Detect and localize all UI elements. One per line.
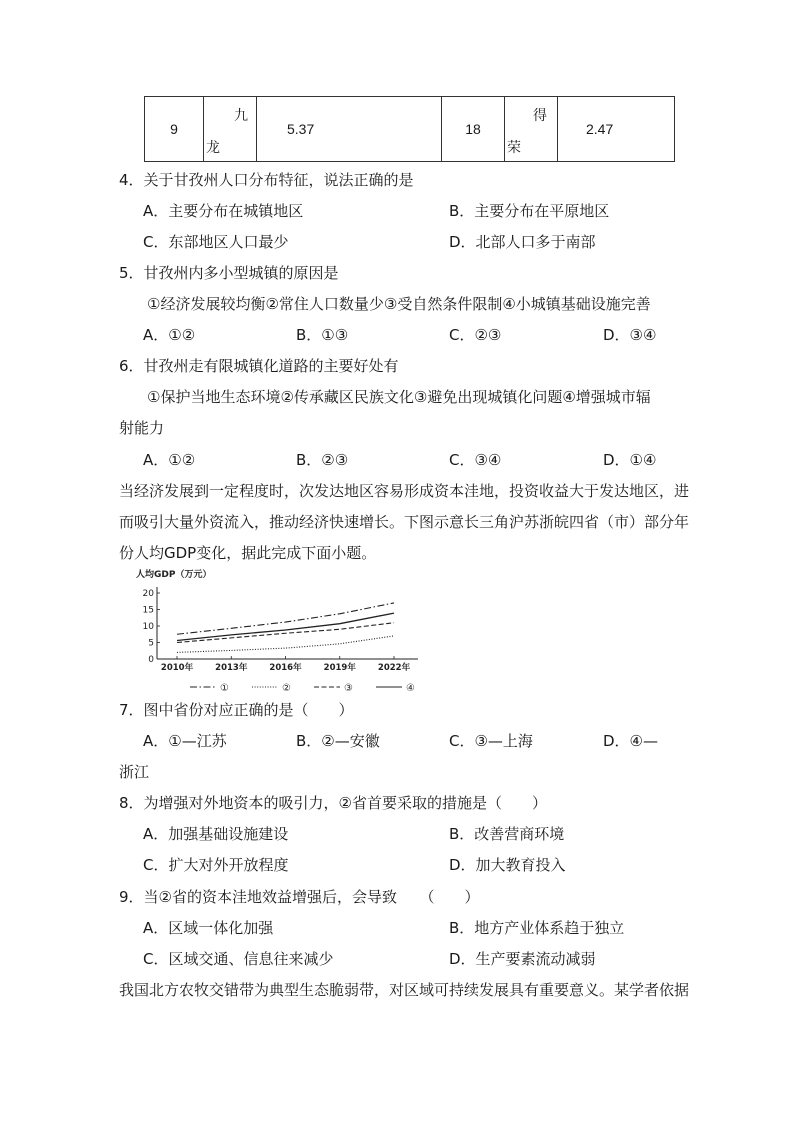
intro-line-2: 而吸引大量外资流入，推动经济快速增长。下图示意长三角沪苏浙皖四省（市）部分年 xyxy=(119,513,690,531)
legend-label: ① xyxy=(220,683,229,694)
q4-option-d[interactable]: D．北部人口多于南部 xyxy=(449,233,596,251)
q7-stem: 7．图中省份对应正确的是（ ） xyxy=(119,701,354,719)
q4-option-b[interactable]: B．主要分布在平原地区 xyxy=(449,202,610,220)
y-tick-label: 20 xyxy=(142,589,154,599)
q5-stem: 5．甘孜州内多小型城镇的原因是 xyxy=(119,264,339,282)
q9-option-d[interactable]: D．生产要素流动减弱 xyxy=(449,950,596,968)
intro-line-3: 份人均GDP变化，据此完成下面小题。 xyxy=(119,544,377,562)
q9-stem: 9．当②省的资本洼地效益增强后，会导致 （ ） xyxy=(119,888,480,906)
table-cell: 9 xyxy=(145,97,204,162)
table-row xyxy=(145,97,675,162)
q6-items: ①保护当地生态环境②传承藏区民族文化③避免出现城镇化问题④增强城市辐 xyxy=(147,388,651,406)
gdp-line-chart xyxy=(132,566,436,694)
x-tick-label: 2013年 xyxy=(215,663,248,673)
q5-option-b[interactable]: B．①③ xyxy=(296,326,349,344)
x-tick-label: 2010年 xyxy=(160,663,194,673)
q6-option-a[interactable]: A．①② xyxy=(143,451,196,469)
name-char: 九 xyxy=(234,107,248,123)
q6-option-d[interactable]: D．①④ xyxy=(603,451,657,469)
legend-label: ③ xyxy=(344,683,353,694)
q5-option-d[interactable]: D．③④ xyxy=(603,326,657,344)
legend-label: ② xyxy=(282,683,291,694)
q8-option-c[interactable]: C．扩大对外开放程度 xyxy=(143,856,289,874)
q8-option-a[interactable]: A．加强基础设施建设 xyxy=(143,825,289,843)
q8-option-b[interactable]: B．改善营商环境 xyxy=(449,825,565,843)
q4-stem: 4．关于甘孜州人口分布特征，说法正确的是 xyxy=(119,171,414,189)
q9-option-b[interactable]: B．地方产业体系趋于独立 xyxy=(449,919,625,937)
chart-legend xyxy=(190,683,415,694)
table-cell: 18 xyxy=(442,97,505,162)
q5-items: ①经济发展较均衡②常住人口数量少③受自然条件限制④小城镇基础设施完善 xyxy=(147,295,651,313)
q4-option-a[interactable]: A．主要分布在城镇地区 xyxy=(143,202,304,220)
q6-items-cont: 射能力 xyxy=(119,419,165,437)
x-tick-label: 2016年 xyxy=(269,663,302,673)
outro-line-1: 我国北方农牧交错带为典型生态脆弱带，对区域可持续发展具有重要意义。某学者依据 xyxy=(119,981,690,999)
x-tick-label: 2022年 xyxy=(377,663,411,673)
series-line-② xyxy=(177,636,394,653)
x-tick-label: 2019年 xyxy=(323,663,356,673)
chart-series xyxy=(177,603,394,653)
q6-option-b[interactable]: B．②③ xyxy=(296,451,349,469)
y-tick-label: 5 xyxy=(148,638,154,649)
y-tick-label: 0 xyxy=(148,655,154,665)
chart-title: 人均GDP（万元） xyxy=(136,570,212,580)
table-cell: 2.47 xyxy=(558,97,675,162)
q7-option-c[interactable]: C．③—上海 xyxy=(449,732,533,750)
series-line-③ xyxy=(177,623,394,643)
y-tick-label: 10 xyxy=(142,622,154,632)
table-cell xyxy=(204,97,257,162)
q7-option-d[interactable]: D．④— xyxy=(603,732,658,750)
legend-label: ④ xyxy=(406,683,415,694)
q6-stem: 6．甘孜州走有限城镇化道路的主要好处有 xyxy=(119,357,399,375)
q7-option-a[interactable]: A．①—江苏 xyxy=(143,732,227,750)
q9-option-c[interactable]: C．区域交通、信息往来减少 xyxy=(143,950,334,968)
chart-axes xyxy=(157,587,418,659)
q8-stem: 8．为增强对外地资本的吸引力，②省首要采取的措施是（ ） xyxy=(119,794,547,812)
intro-line-1: 当经济发展到一定程度时，次发达地区容易形成资本洼地，投资收益大于发达地区，进 xyxy=(119,482,690,500)
q5-option-c[interactable]: C．②③ xyxy=(449,326,502,344)
q9-option-a[interactable]: A．区域一体化加强 xyxy=(143,919,274,937)
y-tick-label: 15 xyxy=(142,605,154,616)
q7-option-b[interactable]: B．②—安徽 xyxy=(296,732,380,750)
q5-option-a[interactable]: A．①② xyxy=(143,326,196,344)
q4-option-c[interactable]: C．东部地区人口最少 xyxy=(143,233,289,251)
series-line-④ xyxy=(177,613,394,640)
table-cell xyxy=(505,97,558,162)
table-cell: 5.37 xyxy=(257,97,442,162)
name-char: 龙 xyxy=(206,139,220,155)
name-char: 荣 xyxy=(507,139,521,155)
name-char: 得 xyxy=(533,107,547,123)
q6-option-c[interactable]: C．③④ xyxy=(449,451,502,469)
county-table xyxy=(144,96,675,162)
q7-option-d-cont: 浙江 xyxy=(119,763,150,781)
q8-option-d[interactable]: D．加大教育投入 xyxy=(449,856,566,874)
